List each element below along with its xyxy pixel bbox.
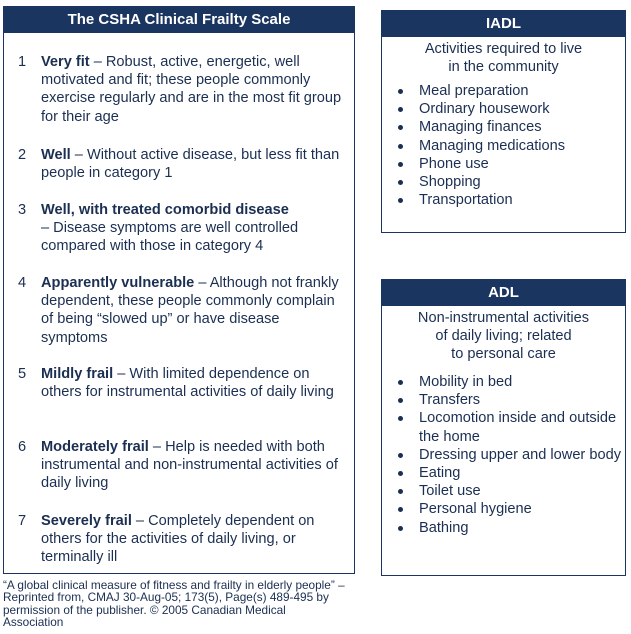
iadl-title: IADL (382, 11, 625, 37)
citation-footnote: “A global clinical measure of fitness and frailty in elderly people” – Reprinted from, CMAJ 30-Aug-05; 173(5), Page(s) 489-495 by permission of the publisher. © 2005 Canadian Medical Association (3, 578, 345, 629)
scale-title: Very fit (41, 54, 90, 70)
iadl-item: Managing finances (396, 118, 621, 136)
adl-item: Personal hygiene (396, 500, 621, 518)
frailty-scale-panel (3, 6, 355, 574)
scale-description: – Robust, active, energetic, well motivated and fit; these people commonly exercise regularly and are in the most fit group for their age (41, 54, 342, 125)
iadl-item: Ordinary housework (396, 100, 621, 118)
iadl-item: Meal preparation (396, 82, 621, 100)
scale-number: 1 (18, 54, 27, 70)
scale-description: – Disease symptoms are well controlled compared with those in category 4 (41, 220, 299, 255)
adl-subtitle-line: of daily living; related (435, 328, 572, 345)
scale-number: 3 (18, 202, 27, 218)
adl-title: ADL (382, 280, 625, 306)
adl-subtitle-line: Non-instrumental activities (417, 310, 590, 326)
adl-item: Mobility in bed (396, 373, 621, 391)
scale-description: – Help is needed with both instrumental and non-instrumental activities of daily living (41, 439, 338, 492)
scale-title: Well, with treated comorbid disease (41, 202, 289, 218)
scale-number: 2 (18, 147, 27, 163)
iadl-item: Transportation (396, 191, 621, 209)
frailty-scale-title: The CSHA Clinical Frailty Scale (4, 7, 354, 33)
adl-item: Locomotion inside and outside the home (396, 409, 621, 445)
adl-subtitle (382, 306, 625, 364)
iadl-subtitle-line: in the community (448, 59, 559, 76)
scale-number: 5 (18, 366, 27, 382)
adl-item: Eating (396, 464, 621, 482)
scale-title: Severely frail (41, 513, 132, 529)
iadl-panel (381, 10, 626, 233)
scale-description: – Without active disease, but less fit than people in category 1 (41, 147, 340, 182)
scale-number: 7 (18, 513, 27, 529)
scale-description: – With limited dependence on others for instrumental activities of daily living (41, 366, 334, 401)
adl-subtitle-line: to personal care (451, 346, 556, 363)
adl-panel (381, 279, 626, 576)
iadl-item: Phone use (396, 155, 621, 173)
adl-item: Transfers (396, 391, 621, 409)
iadl-item: Shopping (396, 173, 621, 191)
iadl-item: Managing medications (396, 137, 621, 155)
scale-description: – Completely dependent on others for the activities of daily living, or terminally ill (41, 513, 315, 566)
adl-list (396, 373, 621, 537)
scale-description: – Although not frankly dependent, these people commonly complain of being “slowed up” or have disease symptoms (41, 275, 339, 346)
scale-number: 4 (18, 275, 27, 291)
scale-number: 6 (18, 439, 27, 455)
iadl-list (396, 82, 621, 209)
scale-title: Moderately frail (41, 439, 149, 455)
scale-title: Apparently vulnerable (41, 275, 195, 291)
scale-title: Mildly frail (41, 366, 114, 382)
scale-title: Well (41, 147, 71, 163)
adl-item: Toilet use (396, 482, 621, 500)
iadl-subtitle (382, 37, 625, 76)
adl-item: Bathing (396, 519, 621, 537)
adl-item: Dressing upper and lower body (396, 446, 621, 464)
iadl-subtitle-line: Activities required to live (424, 41, 583, 57)
